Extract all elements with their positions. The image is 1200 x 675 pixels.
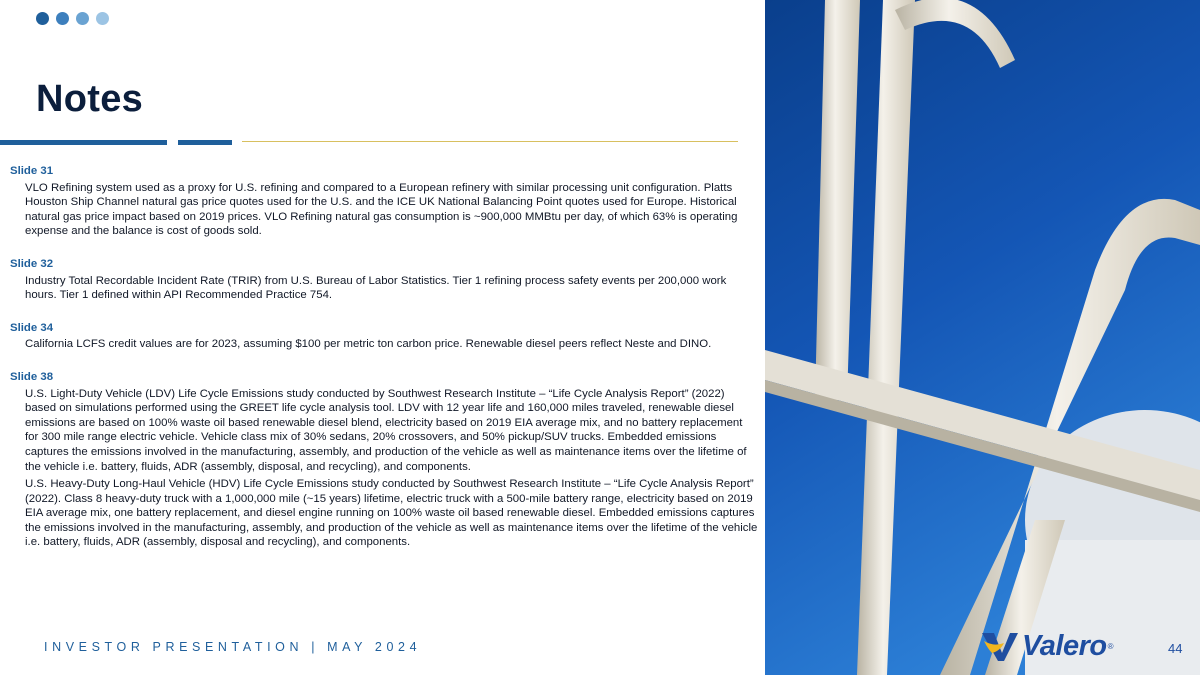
- note-section: [10, 164, 758, 239]
- page-title: Notes: [36, 78, 144, 120]
- slide-reference: Slide 31: [10, 165, 54, 177]
- note-paragraph: VLO Refining system used as a proxy for U.S. refining and compared to a European refinery with similar processing unit configuration. Platts Houston Ship Channel natural gas price quotes used for the U.S. and the ICE UK National Balancing Point quotes used for Europe. Historical natural gas price impact based on 2019 prices. VLO Refining natural gas consumption is ~900,000 MMBtu per day, of which 63% is operating expense and the balance is cost of goods sold.: [25, 181, 738, 238]
- note-paragraph: U.S. Light-Duty Vehicle (LDV) Life Cycle Emissions study conducted by Southwest Research Institute – “Life Cycle Analysis Report” (2022) based on simulations performed using the GREET life cycle analysis tool. LDV with 12 year life and 160,000 miles traveled, renewable diesel emissions are based on 100% waste oil based renewable diesel blend, electricity based on 2019 EIA average mix, and no battery replacement for 300 mile range electric vehicle. Vehicle class mix of 30% sedans, 20% crossovers, and 50% pickup/SUV trucks. Embedded emissions captures the emissions involved in the manufacturing, assembly, and production of the vehicle as well as maintenance items over the lifetime of the vehicle i.e. battery, fluids, ADR (assembly, disposal, and recycling), and components.: [25, 387, 747, 473]
- pipeline-illustration: [765, 0, 1200, 675]
- notes-body: [10, 164, 758, 568]
- note-paragraph: California LCFS credit values are for 2023, assuming $100 per metric ton carbon price. Renewable diesel peers reflect Neste and DINO.: [25, 338, 712, 351]
- registered-mark: ®: [1107, 642, 1114, 651]
- slide-reference: Slide 38: [10, 370, 54, 383]
- valero-logo: [980, 630, 1114, 663]
- dot-icon: [76, 12, 89, 25]
- logo-wordmark: Valero: [1022, 630, 1107, 662]
- dot-icon: [36, 12, 49, 25]
- title-underline-secondary: [178, 140, 232, 145]
- note-paragraph: U.S. Heavy-Duty Long-Haul Vehicle (HDV) Life Cycle Emissions study conducted by Southwest Research Institute – “Life Cycle Analysis Report” (2022). Class 8 heavy-duty truck with a 1,000,000 mile (~15 years) lifetime, electric truck with a 500-mile battery range, electricity based on 2019 EIA average mix, one battery replacement, and diesel engine running on 100% waste oil based renewable diesel. Embedded emissions captures the emissions involved in the manufacturing, assembly, and production of the vehicle as well as maintenance items over the lifetime of the vehicle i.e. battery, fluids, ADR (assembly, disposal and recycling), and components.: [25, 478, 758, 549]
- slide-reference: Slide 34: [10, 321, 54, 334]
- valero-v-mark-icon: [980, 631, 1020, 663]
- title-underline-thin: [242, 141, 738, 142]
- dot-icon: [96, 12, 109, 25]
- page-number: 44: [1168, 641, 1183, 656]
- dot-icon: [56, 12, 69, 25]
- footer-caption: INVESTOR PRESENTATION | MAY 2024: [44, 640, 422, 654]
- note-section: [10, 370, 758, 550]
- title-underline-primary: [0, 140, 167, 145]
- note-section: [10, 257, 758, 303]
- pipeline-photo: [765, 0, 1200, 675]
- note-paragraph: Industry Total Recordable Incident Rate (TRIR) from U.S. Bureau of Labor Statistics. Tier 1 refining process safety events per 200,000 work hours. Tier 1 defined within API Recommended Practice 754.: [25, 274, 727, 302]
- decorative-dots: [36, 12, 109, 25]
- slide-reference: Slide 32: [10, 257, 54, 270]
- note-section: [10, 321, 758, 352]
